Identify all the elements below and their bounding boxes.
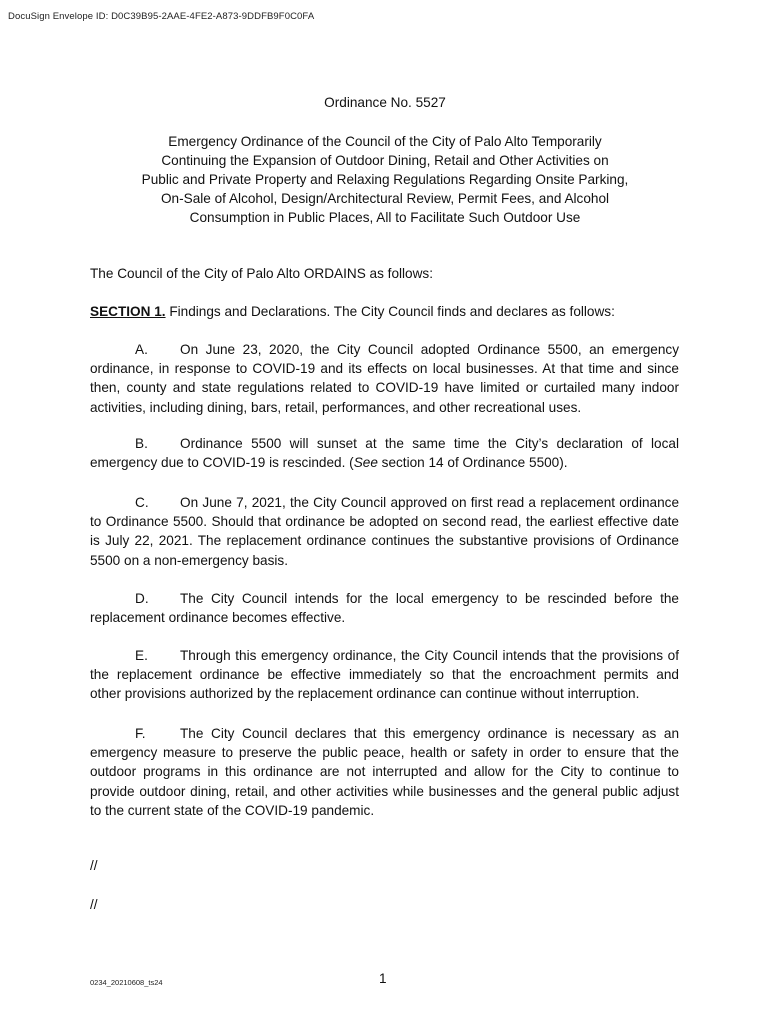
paragraph-letter: F. — [135, 726, 146, 741]
paragraph-letter: E. — [135, 648, 148, 663]
paragraph-line: activities, including dining, bars, retail, performances, and other recreational uses. — [90, 399, 582, 415]
section-number: SECTION 1. — [90, 304, 166, 319]
paragraph-line: Ordinance 5500 will sunset at the same time the City’s declaration of local — [180, 436, 679, 451]
finding-paragraph-f — [90, 724, 679, 820]
paragraph-line: to the current state of the COVID-19 pandemic. — [90, 802, 375, 818]
paragraph-line: is July 22, 2021. The replacement ordinance continues the substantive provisions of Ordinance — [90, 533, 679, 549]
paragraph-line: emergency due to COVID-19 is rescinded. (See section 14 of Ordinance 5500). — [90, 455, 568, 471]
section-title: Findings and Declarations. The City Council finds and declares as follows: — [165, 304, 615, 319]
finding-paragraph-a — [90, 340, 679, 417]
paragraph-line: 5500 on a non-emergency basis. — [90, 552, 288, 568]
see-italic: See — [353, 455, 378, 471]
paragraph-line: then, county and state regulations related to COVID-19 have limited or curtailed many indoor — [90, 380, 679, 396]
paragraph-line: to Ordinance 5500. Should that ordinance be adopted on second read, the earliest effective date — [90, 514, 679, 530]
title-line: Continuing the Expansion of Outdoor Dining, Retail and Other Activities on — [161, 153, 609, 168]
paragraph-line: the replacement ordinance be effective immediately so that the encroachment permits and — [90, 667, 679, 683]
ordinance-title — [120, 132, 650, 227]
ordinance-number: Ordinance No. 5527 — [324, 95, 446, 110]
paragraph-letter: D. — [135, 591, 149, 606]
paragraph-letter: C. — [135, 495, 149, 510]
finding-paragraph-d — [90, 589, 679, 627]
title-line: Emergency Ordinance of the Council of the City of Palo Alto Temporarily — [168, 134, 602, 149]
finding-paragraph-b — [90, 434, 679, 472]
docusign-envelope-id: DocuSign Envelope ID: D0C39B95-2AAE-4FE2-A873-9DDFB9F0C0FA — [8, 11, 315, 22]
paragraph-line: On June 7, 2021, the City Council approved on first read a replacement ordinance — [180, 495, 679, 510]
continuation-slashes: // — [90, 858, 98, 873]
paragraph-line: replacement ordinance becomes effective. — [90, 610, 346, 626]
continuation-slashes: // — [90, 897, 98, 912]
finding-paragraph-e — [90, 646, 679, 704]
paragraph-line: emergency measure to preserve the public peace, health or safety in order to ensure that the — [90, 745, 679, 761]
paragraph-line: provide outdoor dining, retail, and other activities while businesses and the general public adjust — [90, 783, 679, 799]
paragraph-line: The City Council intends for the local emergency to be rescinded before the — [180, 591, 679, 606]
paragraph-line: outdoor programs in this ordinance are not interrupted and allow for the City to continue to — [90, 764, 679, 780]
title-line: Consumption in Public Places, All to Facilitate Such Outdoor Use — [189, 210, 581, 225]
title-line: Public and Private Property and Relaxing Regulations Regarding Onsite Parking, — [141, 172, 629, 187]
finding-paragraph-c — [90, 493, 679, 570]
paragraph-letter: B. — [135, 436, 148, 451]
footer-document-code: 0234_20210608_ts24 — [90, 978, 163, 987]
paragraph-line: The City Council declares that this emergency ordinance is necessary as an — [180, 726, 679, 741]
page-number: 1 — [379, 971, 387, 986]
paragraph-letter: A. — [135, 342, 148, 357]
title-line: On-Sale of Alcohol, Design/Architectural Review, Permit Fees, and Alcohol — [160, 191, 610, 206]
paragraph-line: ordinance, in response to COVID-19 and its effects on local businesses. At that time and since — [90, 361, 679, 377]
paragraph-line: On June 23, 2020, the City Council adopted Ordinance 5500, an emergency — [180, 342, 679, 357]
ordains-statement: The Council of the City of Palo Alto ORDAINS as follows: — [90, 266, 434, 281]
paragraph-line: other provisions authorized by the replacement ordinance can continue without interruption. — [90, 686, 640, 702]
paragraph-line: Through this emergency ordinance, the City Council intends that the provisions of — [180, 648, 679, 663]
section-heading — [90, 303, 615, 321]
